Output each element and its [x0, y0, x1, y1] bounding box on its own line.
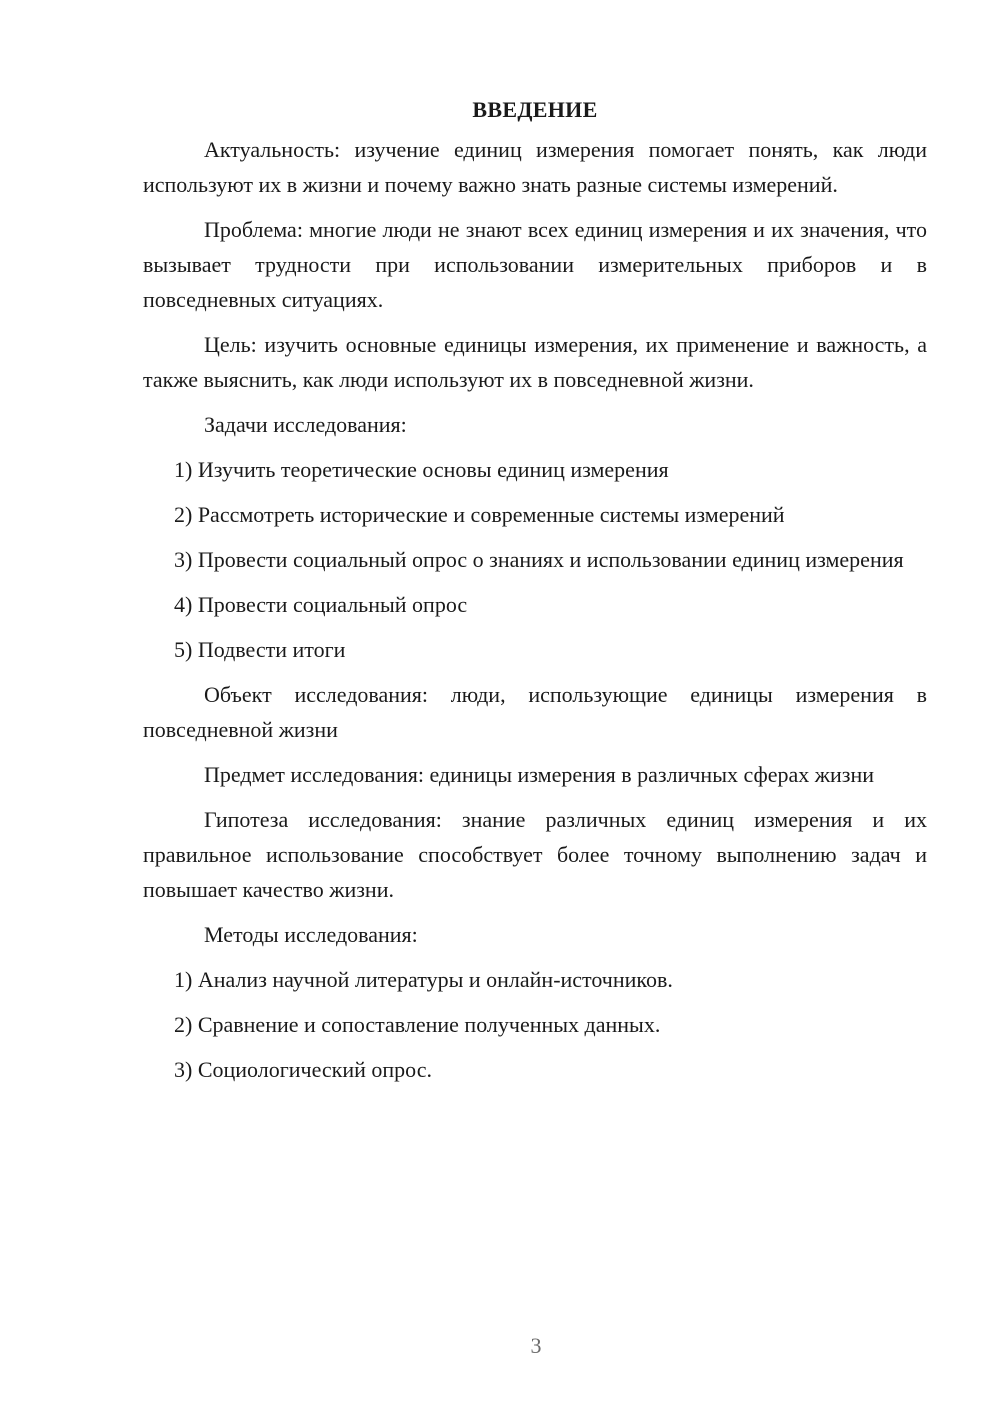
task-item-2: 2) Рассмотреть исторические и современные системы измерений: [174, 502, 785, 527]
problem-paragraph: Проблема: многие люди не знают всех единиц измерения и их значения, что вызывает трудности при использовании измерительных приборов и в повседневных ситуациях.: [143, 217, 927, 312]
subject-paragraph: Предмет исследования: единицы измерения в различных сферах жизни: [204, 762, 875, 787]
document-page: [143, 92, 927, 1097]
method-item-1: 1) Анализ научной литературы и онлайн-источников.: [174, 967, 673, 992]
hypothesis-paragraph: Гипотеза исследования: знание различных единиц измерения и их правильное использование способствует более точному выполнению задач и повышает качество жизни.: [143, 807, 927, 902]
goal-paragraph: Цель: изучить основные единицы измерения, их применение и важность, а также выяснить, как люди используют их в повседневной жизни.: [143, 332, 927, 392]
tasks-heading: Задачи исследования:: [204, 412, 407, 437]
relevance-paragraph: Актуальность: изучение единиц измерения помогает понять, как люди используют их в жизни и почему важно знать разные системы измерений.: [143, 137, 927, 197]
task-item-3: 3) Провести социальный опрос о знаниях и использовании единиц измерения: [174, 547, 904, 572]
object-paragraph: Объект исследования: люди, использующие единицы измерения в повседневной жизни: [143, 682, 927, 742]
document-title: ВВЕДЕНИЕ: [472, 97, 598, 122]
task-item-4: 4) Провести социальный опрос: [174, 592, 468, 617]
page-number: 3: [530, 1333, 542, 1358]
method-item-3: 3) Социологический опрос.: [174, 1057, 432, 1082]
method-item-2: 2) Сравнение и сопоставление полученных данных.: [174, 1012, 661, 1037]
task-item-1: 1) Изучить теоретические основы единиц измерения: [174, 457, 669, 482]
task-item-5: 5) Подвести итоги: [174, 637, 346, 662]
methods-heading: Методы исследования:: [204, 922, 418, 947]
